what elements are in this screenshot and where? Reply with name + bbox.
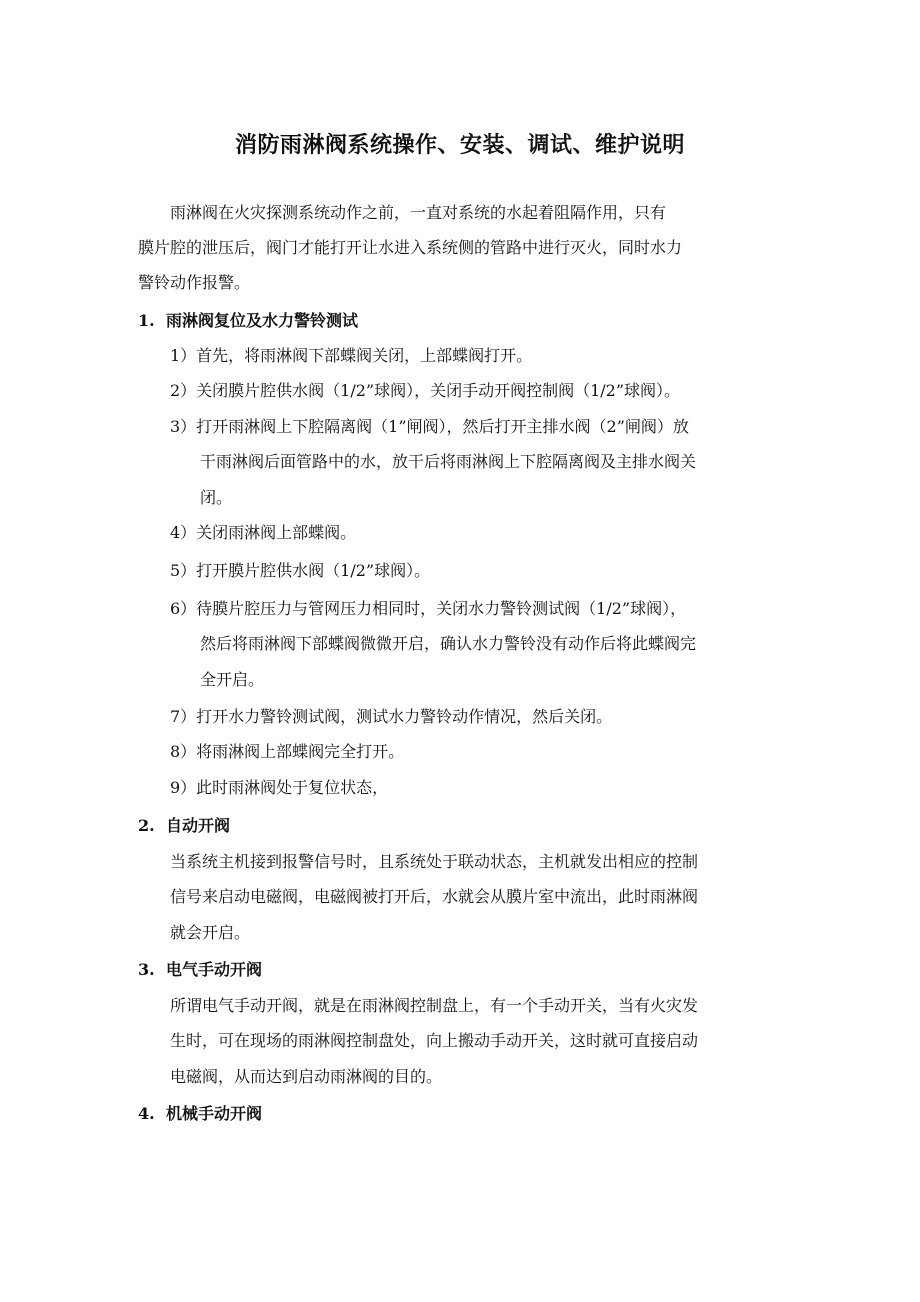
document-title: 消防雨淋阀系统操作、安装、调试、维护说明 — [234, 133, 685, 158]
section-title: 电气手动开阀 — [166, 960, 263, 979]
section-heading-1 — [138, 310, 358, 332]
section-number: 3. — [138, 960, 155, 979]
step-line: 9）此时雨淋阀处于复位状态， — [170, 778, 389, 797]
body-line: 所谓电气手动开阀，就是在雨淋阀控制盘上，有一个手动开关，当有火灾发 — [170, 996, 699, 1015]
step-line: 7）打开水力警铃测试阀，测试水力警铃动作情况，然后关闭。 — [170, 707, 613, 726]
section-heading-2 — [138, 815, 230, 837]
intro-line: 膜片腔的泄压后，阀门才能打开让水进入系统侧的管路中进行灭火，同时水力 — [138, 238, 683, 257]
intro-line: 警铃动作报警。 — [138, 273, 251, 292]
step-line: 干雨淋阀后面管路中的水，放干后将雨淋阀上下腔隔离阀及主排水阀关 — [200, 452, 697, 471]
body-line: 生时，可在现场的雨淋阀控制盘处，向上搬动手动开关，这时就可直接启动 — [170, 1031, 699, 1050]
step-line: 6）待膜片腔压力与管网压力相同时，关闭水力警铃测试阀（1/2”球阀）， — [170, 599, 687, 618]
step-line: 全开启。 — [200, 670, 265, 689]
body-line: 信号来启动电磁阀，电磁阀被打开后，水就会从膜片室中流出，此时雨淋阀 — [170, 887, 699, 906]
step-line: 2）关闭膜片腔供水阀（1/2”球阀），关闭手动开阀控制阀（1/2”球阀）。 — [170, 381, 681, 400]
section-title: 自动开阀 — [166, 816, 231, 835]
step-line: 然后将雨淋阀下部蝶阀微微开启，确认水力警铃没有动作后将此蝶阀完 — [200, 634, 697, 653]
section-number: 1. — [138, 311, 155, 330]
step-line: 4）关闭雨淋阀上部蝶阀。 — [170, 523, 357, 542]
step-line: 5）打开膜片腔供水阀（1/2”球阀）。 — [170, 561, 431, 580]
section-heading-3 — [138, 959, 262, 981]
body-line: 当系统主机接到报警信号时，且系统处于联动状态，主机就发出相应的控制 — [170, 852, 699, 871]
step-line: 闭。 — [200, 488, 233, 507]
step-line: 3）打开雨淋阀上下腔隔离阀（1”闸阀），然后打开主排水阀（2”闸阀）放 — [170, 417, 689, 436]
intro-line: 雨淋阀在火灾探测系统动作之前，一直对系统的水起着阻隔作用，只有 — [170, 203, 667, 222]
step-line: 1）首先，将雨淋阀下部蝶阀关闭，上部蝶阀打开。 — [170, 346, 533, 365]
step-line: 8）将雨淋阀上部蝶阀完全打开。 — [170, 742, 405, 761]
section-heading-4 — [138, 1103, 262, 1125]
body-line: 电磁阀，从而达到启动雨淋阀的目的。 — [170, 1067, 443, 1086]
section-number: 2. — [138, 816, 155, 835]
body-line: 就会开启。 — [170, 923, 251, 942]
section-title: 雨淋阀复位及水力警铃测试 — [166, 311, 359, 330]
section-number: 4. — [138, 1104, 155, 1123]
section-title: 机械手动开阀 — [166, 1104, 263, 1123]
